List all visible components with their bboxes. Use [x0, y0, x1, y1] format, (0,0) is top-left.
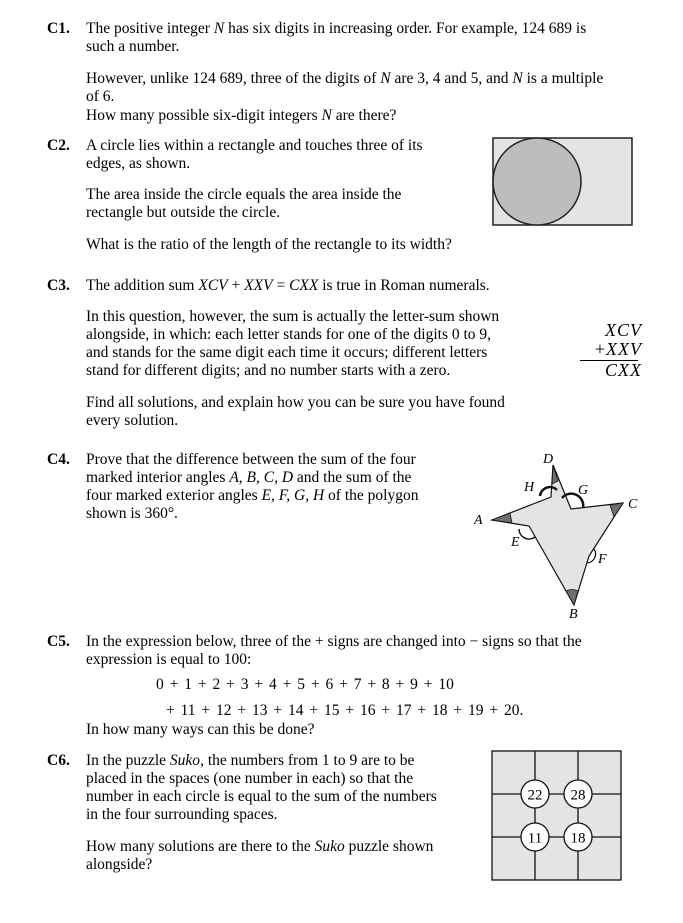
c1-paragraph-1 [86, 20, 586, 56]
c3-paragraph-2 [86, 308, 499, 380]
variable: N [321, 107, 332, 124]
text: rectangle but outside the circle. [86, 204, 281, 221]
text: is a multiple [522, 70, 604, 87]
text: In the expression below, three of the + signs are changed into − signs so that the [86, 633, 582, 650]
text: XXV [606, 339, 642, 359]
text: In this question, however, the sum is actually the letter-sum shown [86, 308, 500, 325]
text: in the four surrounding spaces. [86, 806, 278, 823]
text: puzzle shown [344, 838, 434, 855]
text: The addition sum [86, 277, 199, 294]
variable: A, B, C, D [229, 469, 294, 486]
text: The area inside the circle equals the area inside the [86, 186, 402, 203]
text: expression is equal to 100: [86, 651, 252, 668]
angle-mark-a [492, 513, 512, 523]
variable: N [512, 70, 523, 87]
letter-sum-result: CXX [605, 360, 642, 380]
label-e: E [511, 535, 520, 550]
c3-paragraph-1 [86, 277, 490, 295]
roman-term: XCV [198, 277, 228, 294]
text: The positive integer [86, 20, 214, 37]
suko-circle-top-right [564, 780, 592, 808]
c2-question [86, 236, 452, 254]
suko-circle-top-left [521, 780, 549, 808]
variable: E, F, G, H [261, 487, 325, 504]
suko-grid [491, 750, 622, 882]
text: However, unlike 124 689, three of the digits of [86, 70, 381, 87]
question-number: C1. [47, 20, 70, 37]
question-number: C6. [47, 752, 70, 769]
roman-term: XXV [244, 277, 273, 294]
c5-question: In how many ways can this be done? [86, 721, 315, 738]
question-number: C3. [47, 277, 70, 294]
c2-paragraph-1 [86, 137, 423, 173]
c4-paragraph [86, 451, 418, 523]
c6-question [86, 838, 433, 874]
text: number in each circle is equal to the sum of the numbers [86, 788, 437, 805]
star-polygon-figure [460, 440, 660, 620]
text: Find all solutions, and explain how you can be sure you have found [86, 394, 505, 411]
text: of 6. [86, 88, 115, 105]
label-g: G [578, 483, 589, 498]
text: How many possible six-digit integers [86, 107, 322, 124]
text: Prove that the difference between the sum of the four [86, 451, 416, 468]
label-h: H [524, 480, 535, 495]
question-number: C2. [47, 137, 70, 154]
variable: Suko [169, 752, 201, 769]
text: placed in the spaces (one number in each) so that the [86, 770, 414, 787]
question-number: C5. [47, 633, 70, 650]
circle-value: 11 [527, 830, 543, 847]
text: four marked exterior angles [86, 487, 262, 504]
roman-term: CXX [289, 277, 319, 294]
text: In the puzzle [86, 752, 170, 769]
circle-value: 18 [570, 830, 586, 847]
text: and stands for the same digit each time it occurs; different letters [86, 344, 488, 361]
letter-sum-row-1: XCV [605, 320, 642, 340]
label-f: F [598, 552, 607, 567]
c1-question [86, 107, 396, 125]
label-a: A [474, 513, 483, 528]
c3-question [86, 394, 505, 430]
text: edges, as shown. [86, 155, 191, 172]
text: is true in Roman numerals. [318, 277, 490, 294]
text: A circle lies within a rectangle and touches three of its [86, 137, 423, 154]
c1-paragraph-2 [86, 70, 603, 106]
text: alongside, in which: each letter stands for one of the digits 0 to 9, [86, 326, 492, 343]
circle-value: 28 [570, 787, 586, 804]
variable: Suko [314, 838, 345, 855]
plus-sign: + [227, 277, 245, 294]
text: every solution. [86, 412, 179, 429]
question-number: C4. [47, 451, 70, 468]
equals-sign: = [272, 277, 290, 294]
label-c: C [628, 497, 638, 512]
text: of the polygon [324, 487, 419, 504]
c6-paragraph [86, 752, 437, 824]
letter-sum-row-2 [562, 340, 642, 359]
text: How many solutions are there to the [86, 838, 315, 855]
letter-sum [562, 321, 642, 380]
circle-in-rectangle-figure [492, 137, 634, 227]
label-b: B [569, 607, 578, 622]
circle-value: 22 [527, 787, 543, 804]
expression-line-1: 0 + 1 + 2 + 3 + 4 + 5 + 6 + 7 + 8 + 9 + 10 [156, 676, 454, 693]
text: , the numbers from 1 to 9 are to be [200, 752, 415, 769]
variable: N [380, 70, 391, 87]
text: has six digits in increasing order. For example, 124 689 is [224, 20, 587, 37]
c5-paragraph [86, 633, 582, 669]
text: marked interior angles [86, 469, 230, 486]
variable: N [213, 20, 225, 37]
label-d: D [543, 452, 554, 467]
suko-circle-bottom-left [521, 823, 549, 851]
text: such a number. [86, 38, 180, 55]
text: are 3, 4 and 5, and [390, 70, 513, 87]
text: and the sum of the [293, 469, 412, 486]
text: are there? [331, 107, 397, 124]
plus-sign: + [594, 339, 606, 359]
c2-paragraph-2 [86, 186, 401, 222]
expression-line-2: + 11 + 12 + 13 + 14 + 15 + 16 + 17 + 18 + 19 + 20. [166, 702, 524, 719]
text: alongside? [86, 856, 153, 873]
suko-circle-bottom-right [564, 823, 592, 851]
text: shown is 360°. [86, 505, 178, 522]
text: What is the ratio of the length of the rectangle to its width? [86, 236, 452, 253]
text: stand for different digits; and no number starts with a zero. [86, 362, 451, 379]
